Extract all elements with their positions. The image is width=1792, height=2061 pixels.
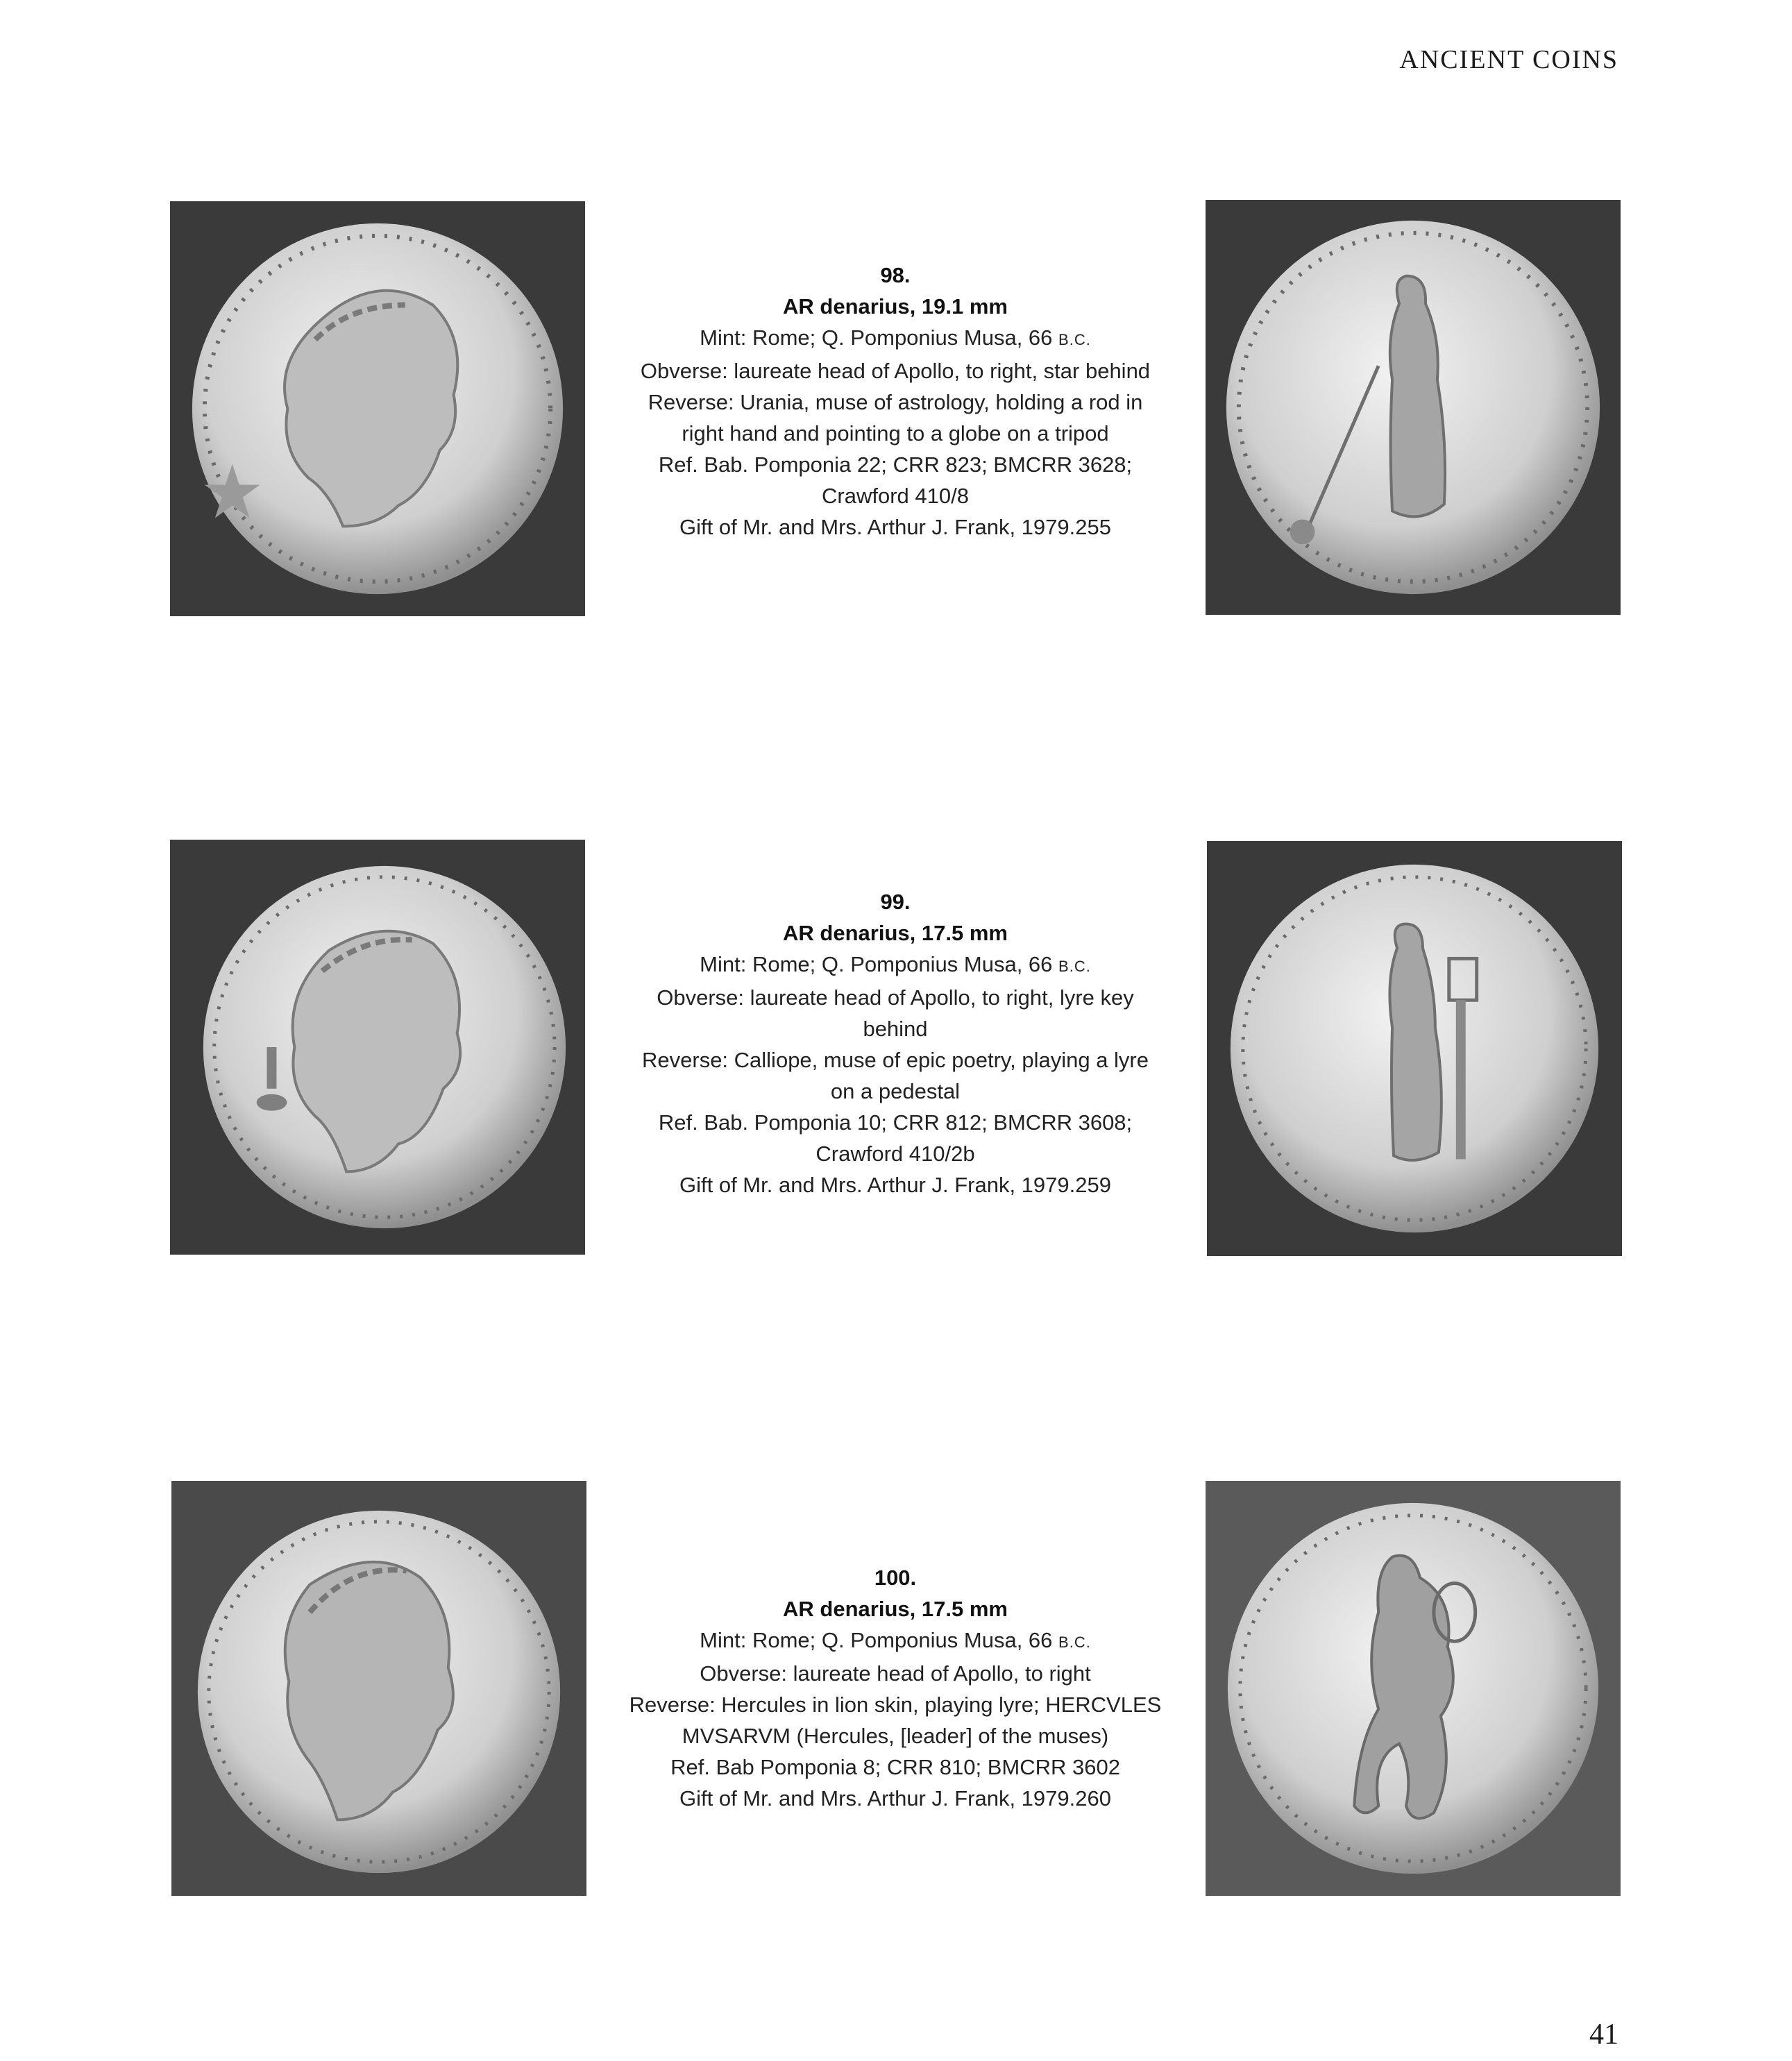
entry-line: Gift of Mr. and Mrs. Arthur J. Frank, 1979.255 bbox=[679, 515, 1111, 539]
mint-text: Mint: Rome; Q. Pomponius Musa, 66 bbox=[700, 1628, 1059, 1652]
coin-99-obverse-photo bbox=[170, 840, 585, 1255]
entry-mint bbox=[604, 1625, 1187, 1658]
catalog-entry-98 bbox=[604, 260, 1187, 543]
coin-98-reverse-photo bbox=[1206, 200, 1621, 615]
coin-100-reverse-photo bbox=[1206, 1481, 1621, 1896]
entry-title: AR denarius, 17.5 mm bbox=[783, 921, 1008, 945]
entry-line: Reverse: Calliope, muse of epic poetry, playing a lyre bbox=[642, 1048, 1149, 1072]
entry-line: Obverse: laureate head of Apollo, to right, lyre key bbox=[657, 985, 1134, 1010]
mint-text: Mint: Rome; Q. Pomponius Musa, 66 bbox=[700, 325, 1059, 350]
entry-line: Gift of Mr. and Mrs. Arthur J. Frank, 1979.259 bbox=[679, 1173, 1111, 1197]
hercules-figure-icon bbox=[1206, 1481, 1621, 1896]
entry-line: Ref. Bab. Pomponia 22; CRR 823; BMCRR 3628; bbox=[658, 452, 1133, 477]
entry-mint bbox=[604, 949, 1187, 982]
entry-line: on a pedestal bbox=[830, 1079, 961, 1103]
entry-line: Obverse: laureate head of Apollo, to right bbox=[700, 1661, 1091, 1686]
entry-line: Gift of Mr. and Mrs. Arthur J. Frank, 1979.260 bbox=[679, 1786, 1111, 1810]
apollo-head-icon bbox=[170, 840, 585, 1255]
entry-line: Reverse: Urania, muse of astrology, holding a rod in bbox=[648, 390, 1143, 414]
running-head: ANCIENT COINS bbox=[1399, 45, 1618, 74]
era-text: B.C. bbox=[1058, 958, 1091, 975]
entry-line: Reverse: Hercules in lion skin, playing lyre; HERCVLES bbox=[629, 1693, 1162, 1717]
entry-number: 99. bbox=[880, 890, 911, 914]
entry-line: Crawford 410/2b bbox=[815, 1142, 975, 1166]
entry-number: 100. bbox=[874, 1566, 917, 1590]
entry-line: MVSARVM (Hercules, [leader] of the muses) bbox=[682, 1724, 1109, 1748]
entry-line: Ref. Bab Pomponia 8; CRR 810; BMCRR 3602 bbox=[670, 1755, 1120, 1779]
coin-99-reverse-photo bbox=[1207, 841, 1622, 1256]
entry-line: behind bbox=[863, 1017, 928, 1041]
catalog-entry-99 bbox=[604, 886, 1187, 1201]
era-text: B.C. bbox=[1058, 1634, 1091, 1651]
entry-title: AR denarius, 19.1 mm bbox=[783, 294, 1008, 319]
entry-line: Crawford 410/8 bbox=[822, 484, 969, 508]
entry-number: 98. bbox=[880, 263, 911, 287]
entry-line: right hand and pointing to a globe on a tripod bbox=[682, 421, 1109, 446]
entry-line: Obverse: laureate head of Apollo, to right, star behind bbox=[640, 359, 1151, 383]
era-text: B.C. bbox=[1058, 331, 1091, 348]
mint-text: Mint: Rome; Q. Pomponius Musa, 66 bbox=[700, 952, 1059, 976]
urania-figure-icon bbox=[1206, 200, 1621, 615]
apollo-head-icon bbox=[171, 1481, 586, 1896]
entry-title: AR denarius, 17.5 mm bbox=[783, 1597, 1008, 1621]
catalog-entry-100 bbox=[604, 1562, 1187, 1814]
coin-98-obverse-photo bbox=[170, 201, 585, 616]
calliope-figure-icon bbox=[1207, 841, 1622, 1256]
entry-mint bbox=[604, 322, 1187, 355]
page-number: 41 bbox=[1589, 2019, 1618, 2051]
coin-100-obverse-photo bbox=[171, 1481, 586, 1896]
entry-line: Ref. Bab. Pomponia 10; CRR 812; BMCRR 3608; bbox=[658, 1110, 1133, 1135]
apollo-head-icon bbox=[170, 201, 585, 616]
